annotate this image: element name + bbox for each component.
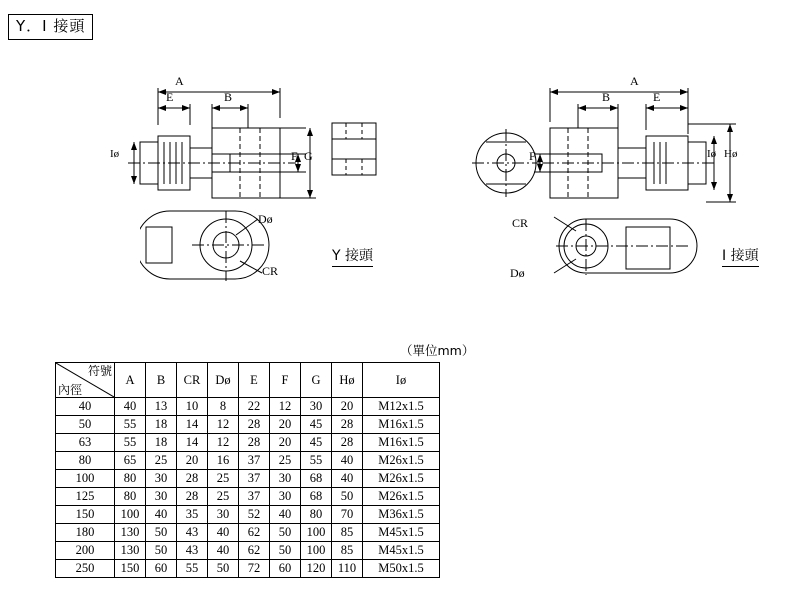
cell-CR: 20 <box>177 452 208 470</box>
page-title: Y．I 接頭 <box>8 14 93 40</box>
cell-D: 50 <box>208 560 239 578</box>
cell-A: 65 <box>115 452 146 470</box>
dim-label-B: B <box>224 90 233 104</box>
cell-F: 12 <box>270 398 301 416</box>
cell-F: 50 <box>270 524 301 542</box>
cell-I: M16x1.5 <box>363 434 440 452</box>
i-joint-caption: I 接頭 <box>722 245 759 267</box>
cell-G: 45 <box>301 416 332 434</box>
cell-I: M16x1.5 <box>363 416 440 434</box>
cell-D: 25 <box>208 470 239 488</box>
table-row <box>56 560 440 578</box>
cell-F: 50 <box>270 542 301 560</box>
cell-bore: 200 <box>56 542 115 560</box>
col-header-H: Hø <box>332 363 363 398</box>
cell-D: 25 <box>208 488 239 506</box>
dim-label-I-right: Iø <box>707 148 717 160</box>
cell-H: 85 <box>332 524 363 542</box>
dim-label-E-right: E <box>653 90 661 104</box>
unit-note: （單位mm） <box>400 343 475 358</box>
cell-CR: 14 <box>177 416 208 434</box>
cell-A: 55 <box>115 434 146 452</box>
dim-label-G: G <box>304 149 313 163</box>
dim-label-I-left: Iø <box>110 148 120 160</box>
table-row <box>56 452 440 470</box>
col-header-E: E <box>239 363 270 398</box>
cell-CR: 43 <box>177 542 208 560</box>
cell-D: 12 <box>208 416 239 434</box>
cell-A: 80 <box>115 470 146 488</box>
cell-H: 40 <box>332 470 363 488</box>
cell-A: 80 <box>115 488 146 506</box>
cell-E: 37 <box>239 452 270 470</box>
cell-G: 100 <box>301 524 332 542</box>
cell-CR: 55 <box>177 560 208 578</box>
cell-B: 40 <box>146 506 177 524</box>
cell-F: 30 <box>270 470 301 488</box>
table-row <box>56 398 440 416</box>
table-row <box>56 488 440 506</box>
cell-D: 30 <box>208 506 239 524</box>
cell-H: 28 <box>332 434 363 452</box>
cell-A: 130 <box>115 542 146 560</box>
cell-E: 37 <box>239 488 270 506</box>
cell-A: 130 <box>115 524 146 542</box>
col-header-A: A <box>115 363 146 398</box>
cell-E: 22 <box>239 398 270 416</box>
cell-CR: 43 <box>177 524 208 542</box>
cell-G: 80 <box>301 506 332 524</box>
cell-G: 45 <box>301 434 332 452</box>
dim-label-D-right: Dø <box>510 266 525 280</box>
cell-A: 100 <box>115 506 146 524</box>
dim-label-E: E <box>166 90 174 104</box>
cell-I: M45x1.5 <box>363 542 440 560</box>
cell-D: 8 <box>208 398 239 416</box>
cell-bore: 250 <box>56 560 115 578</box>
cell-bore: 150 <box>56 506 115 524</box>
dim-label-F-right: F <box>529 149 536 163</box>
table-header-row <box>56 363 440 398</box>
cell-bore: 125 <box>56 488 115 506</box>
cell-D: 40 <box>208 542 239 560</box>
dim-label-F: F <box>291 149 298 163</box>
cell-CR: 28 <box>177 488 208 506</box>
cell-E: 52 <box>239 506 270 524</box>
dim-label-B-right: B <box>602 90 611 104</box>
table-row <box>56 542 440 560</box>
corner-symbol-label: 符號 <box>87 364 112 378</box>
table-row <box>56 524 440 542</box>
cell-H: 70 <box>332 506 363 524</box>
cell-G: 120 <box>301 560 332 578</box>
cell-bore: 63 <box>56 434 115 452</box>
cell-F: 20 <box>270 434 301 452</box>
cell-D: 12 <box>208 434 239 452</box>
cell-I: M45x1.5 <box>363 524 440 542</box>
cell-H: 110 <box>332 560 363 578</box>
cell-H: 40 <box>332 452 363 470</box>
cell-I: M26x1.5 <box>363 470 440 488</box>
dim-label-CR-right: CR <box>512 216 529 230</box>
col-header-F: F <box>270 363 301 398</box>
y-joint-caption: Y 接頭 <box>332 245 373 267</box>
cell-D: 16 <box>208 452 239 470</box>
cell-B: 30 <box>146 488 177 506</box>
spec-table <box>55 362 440 578</box>
cell-bore: 80 <box>56 452 115 470</box>
cell-A: 150 <box>115 560 146 578</box>
cell-E: 28 <box>239 416 270 434</box>
cell-G: 100 <box>301 542 332 560</box>
cell-B: 25 <box>146 452 177 470</box>
cell-D: 40 <box>208 524 239 542</box>
cell-CR: 10 <box>177 398 208 416</box>
cell-F: 25 <box>270 452 301 470</box>
cell-E: 37 <box>239 470 270 488</box>
cell-B: 18 <box>146 416 177 434</box>
cell-F: 30 <box>270 488 301 506</box>
cell-I: M50x1.5 <box>363 560 440 578</box>
col-header-G: G <box>301 363 332 398</box>
cell-G: 55 <box>301 452 332 470</box>
i-joint-plan-view <box>540 215 720 285</box>
table-row <box>56 416 440 434</box>
cell-E: 28 <box>239 434 270 452</box>
col-header-D: Dø <box>208 363 239 398</box>
cell-B: 60 <box>146 560 177 578</box>
cell-bore: 40 <box>56 398 115 416</box>
cell-E: 62 <box>239 524 270 542</box>
dim-label-A: A <box>175 74 184 88</box>
cell-H: 28 <box>332 416 363 434</box>
cell-F: 40 <box>270 506 301 524</box>
cell-A: 40 <box>115 398 146 416</box>
cell-I: M12x1.5 <box>363 398 440 416</box>
dim-label-H-right: Hø <box>724 148 738 160</box>
i-joint-side-view <box>468 70 768 210</box>
cell-bore: 180 <box>56 524 115 542</box>
cell-I: M26x1.5 <box>363 488 440 506</box>
cell-B: 13 <box>146 398 177 416</box>
cell-B: 50 <box>146 542 177 560</box>
table-corner-cell <box>56 363 115 398</box>
cell-H: 20 <box>332 398 363 416</box>
dim-label-D-left: Dø <box>258 212 273 226</box>
table-row <box>56 470 440 488</box>
table-row <box>56 506 440 524</box>
table-row <box>56 434 440 452</box>
cell-I: M36x1.5 <box>363 506 440 524</box>
cell-H: 85 <box>332 542 363 560</box>
cell-G: 68 <box>301 488 332 506</box>
cell-E: 62 <box>239 542 270 560</box>
cell-CR: 35 <box>177 506 208 524</box>
cell-B: 18 <box>146 434 177 452</box>
cell-B: 50 <box>146 524 177 542</box>
col-header-I: Iø <box>363 363 440 398</box>
cell-E: 72 <box>239 560 270 578</box>
col-header-B: B <box>146 363 177 398</box>
cell-bore: 100 <box>56 470 115 488</box>
dim-label-A-right: A <box>630 74 639 88</box>
cell-bore: 50 <box>56 416 115 434</box>
col-header-CR: CR <box>177 363 208 398</box>
cell-CR: 14 <box>177 434 208 452</box>
cell-I: M26x1.5 <box>363 452 440 470</box>
cell-F: 60 <box>270 560 301 578</box>
cell-G: 68 <box>301 470 332 488</box>
cell-F: 20 <box>270 416 301 434</box>
cell-A: 55 <box>115 416 146 434</box>
y-joint-end-view <box>322 115 392 185</box>
cell-B: 30 <box>146 470 177 488</box>
spec-table-container <box>55 362 440 578</box>
dim-label-CR-left: CR <box>262 264 279 278</box>
cell-CR: 28 <box>177 470 208 488</box>
cell-H: 50 <box>332 488 363 506</box>
corner-bore-label: 內徑 <box>58 383 83 397</box>
cell-G: 30 <box>301 398 332 416</box>
